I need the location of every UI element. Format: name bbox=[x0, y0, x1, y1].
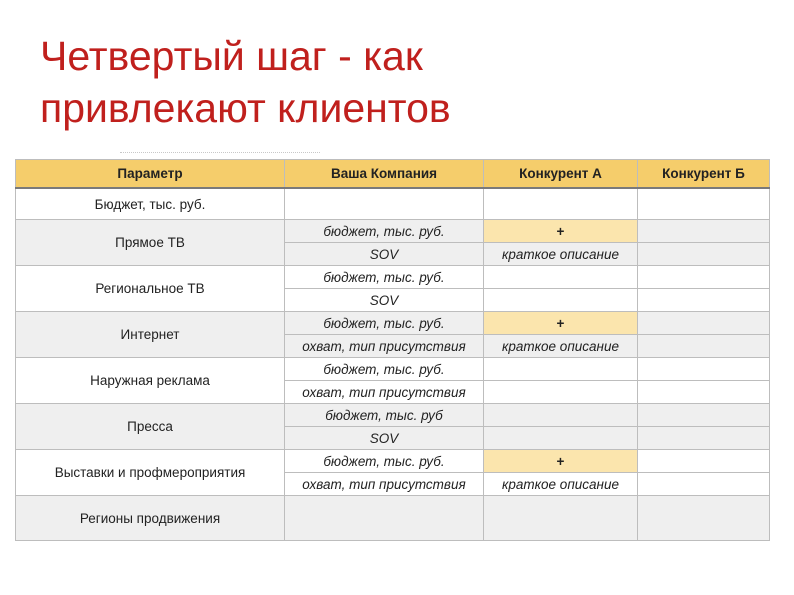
cell-empty bbox=[638, 289, 770, 312]
table-row-budget bbox=[16, 188, 770, 220]
table-row-direct-tv bbox=[16, 220, 770, 243]
cell-empty bbox=[638, 473, 770, 496]
param-direct-tv: Прямое ТВ bbox=[16, 220, 285, 266]
param-internet: Интернет bbox=[16, 312, 285, 358]
cell-empty bbox=[285, 496, 484, 541]
param-regions: Регионы продвижения bbox=[16, 496, 285, 541]
cell-empty bbox=[638, 427, 770, 450]
cell-empty bbox=[484, 289, 638, 312]
param-regional-tv: Региональное ТВ bbox=[16, 266, 285, 312]
press-budget: бюджет, тыс. руб bbox=[285, 404, 484, 427]
direct-tv-competitor-a-plus: + bbox=[484, 220, 638, 243]
cell-empty bbox=[638, 496, 770, 541]
slide-title-line-1: Четвертый шаг - как bbox=[40, 33, 423, 79]
table-row-regional-tv bbox=[16, 266, 770, 289]
internet-competitor-a-desc: краткое описание bbox=[484, 335, 638, 358]
cell-empty bbox=[638, 404, 770, 427]
table-row-press bbox=[16, 404, 770, 427]
table-header-row bbox=[16, 160, 770, 189]
cell-empty bbox=[638, 220, 770, 243]
cell-empty bbox=[638, 243, 770, 266]
direct-tv-budget: бюджет, тыс. руб. bbox=[285, 220, 484, 243]
cell-empty bbox=[638, 381, 770, 404]
cell-empty bbox=[638, 266, 770, 289]
cell-empty bbox=[484, 381, 638, 404]
cell-empty bbox=[484, 358, 638, 381]
cell-empty bbox=[638, 450, 770, 473]
outdoor-reach: охват, тип присутствия bbox=[285, 381, 484, 404]
exhibitions-reach: охват, тип присутствия bbox=[285, 473, 484, 496]
cell-empty bbox=[484, 496, 638, 541]
decorative-dotted-line bbox=[120, 152, 320, 159]
param-outdoor: Наружная реклама bbox=[16, 358, 285, 404]
cell-empty bbox=[638, 358, 770, 381]
press-sov: SOV bbox=[285, 427, 484, 450]
cell-empty bbox=[484, 427, 638, 450]
header-competitor-a: Конкурент А bbox=[484, 160, 638, 189]
exhibitions-competitor-a-plus: + bbox=[484, 450, 638, 473]
internet-competitor-a-plus: + bbox=[484, 312, 638, 335]
param-budget: Бюджет, тыс. руб. bbox=[16, 188, 285, 220]
regional-tv-budget: бюджет, тыс. руб. bbox=[285, 266, 484, 289]
header-competitor-b: Конкурент Б bbox=[638, 160, 770, 189]
direct-tv-sov: SOV bbox=[285, 243, 484, 266]
header-your-company: Ваша Компания bbox=[285, 160, 484, 189]
header-parameter: Параметр bbox=[16, 160, 285, 189]
cell-empty bbox=[484, 404, 638, 427]
cell-empty bbox=[285, 188, 484, 220]
internet-budget: бюджет, тыс. руб. bbox=[285, 312, 484, 335]
exhibitions-competitor-a-desc: краткое описание bbox=[484, 473, 638, 496]
cell-empty bbox=[638, 188, 770, 220]
cell-empty bbox=[638, 312, 770, 335]
comparison-table bbox=[15, 159, 770, 541]
outdoor-budget: бюджет, тыс. руб. bbox=[285, 358, 484, 381]
table-row-exhibitions bbox=[16, 450, 770, 473]
table-row-outdoor bbox=[16, 358, 770, 381]
table-row-regions bbox=[16, 496, 770, 541]
cell-empty bbox=[484, 188, 638, 220]
param-press: Пресса bbox=[16, 404, 285, 450]
exhibitions-budget: бюджет, тыс. руб. bbox=[285, 450, 484, 473]
internet-reach: охват, тип присутствия bbox=[285, 335, 484, 358]
param-exhibitions: Выставки и профмероприятия bbox=[16, 450, 285, 496]
table-row-internet bbox=[16, 312, 770, 335]
slide-title-line-2: привлекают клиентов bbox=[40, 85, 451, 131]
direct-tv-competitor-a-desc: краткое описание bbox=[484, 243, 638, 266]
cell-empty bbox=[638, 335, 770, 358]
regional-tv-sov: SOV bbox=[285, 289, 484, 312]
slide-title bbox=[40, 30, 451, 134]
cell-empty bbox=[484, 266, 638, 289]
